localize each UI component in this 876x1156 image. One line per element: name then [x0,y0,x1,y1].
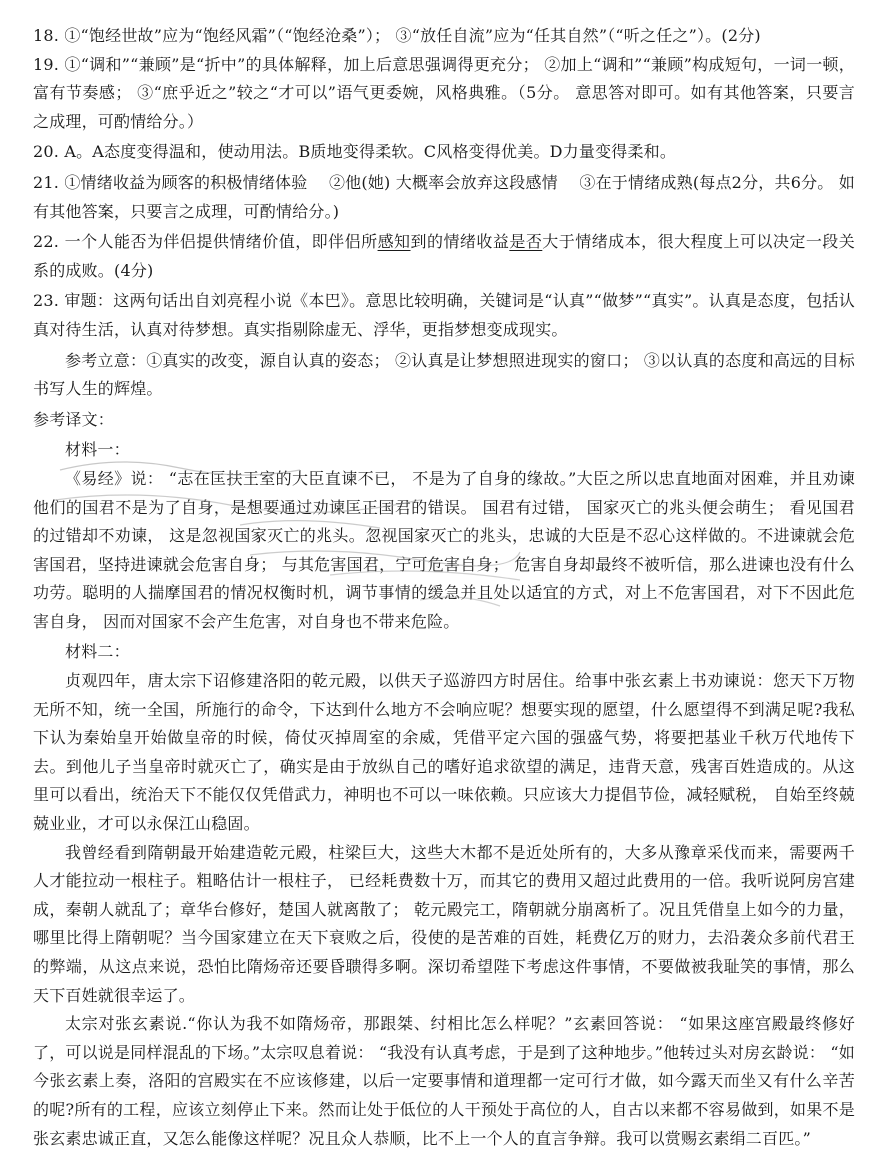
answer-text: 审题：这两句话出自刘亮程小说《本巴》。意思比较明确，关键词是“认真”“做梦”“真实”。认真是态度，包括认真对待生活，认真对待梦想。真实指剔除虚无、浮华，更指梦想变成现实。 [33,291,855,339]
material-two-paragraph: 太宗对张玄素说.“你认为我不如隋炀帝，那跟桀、纣相比怎么样呢？”玄素回答说： “如果这座宫殿最终修好了，可以说是同样混乱的下场。”太宗叹息着说： “我没有认真考虑，于是到了这种地步。”他转过头对房玄龄说： “如今张玄素上奏，洛阳的宫殿实在不应该修建，以后一定要事情和道理都一定可行才做，如今露天而坐又有什么辛苦的呢?所有的工程，应该立刻停止下来。然而让处于低位的人干预处于高位的人，自古以来都不容易做到，如果不是张玄素忠诚正直，又怎么能像这样呢？况且众人恭顺，比不上一个人的直言争辩。我可以赏赐玄素绢二百匹。” [33,1014,855,1148]
answer-text-part: 一个人能否为伴侣提供情绪价值，即伴侣所 [64,232,378,252]
answer-sheet-page [33,22,855,1153]
answer-text: A。A态度变得温和，使动用法。B质地变得柔软。C风格变得优美。D力量变得柔和。 [64,142,677,162]
answer-number: 22. [33,232,60,252]
answer-number: 20. [33,142,60,162]
answer-22 [33,228,855,285]
answer-19 [33,51,855,137]
answer-text: ①“饱经世故”应为“饱经风霜”（“饱经沧桑”）； ③“放任自流”应为“任其自然”（“听之任之”）。(2分) [64,26,761,45]
material-two-title: 材料二： [65,642,130,662]
material-two-paragraph: 贞观四年，唐太宗下诏修建洛阳的乾元殿，以供天子巡游四方时居住。给事中张玄素上书劝谏说：您天下万物无所不知，统一全国，所施行的命令，下达到什么地方不会响应呢？想要实现的愿望，什么愿望得不到满足呢?我私下认为秦始皇开始做皇帝的时候，倚仗灭掉周室的余威，凭借平定六国的强盛气势，将要把基业千秋万代地传下去。到他儿子当皇帝时就灭亡了，确实是由于放纵自己的嗜好追求欲望的满足，违背天意，残害百姓造成的。从这里可以看出，统治天下不能仅仅凭借武力，神明也不可以一味依赖。只应该大力提倡节俭，减轻赋税， 自始至终兢兢业业，才可以永保江山稳固。 [33,671,855,834]
answer-number: 21. [33,172,60,192]
underlined-word: 感知 [377,232,411,252]
answer-text-part: 大于情绪成本，很大程度上可以决定一段关系的成败。(4分) [33,232,855,280]
material-one-title: 材料一： [65,440,130,460]
answer-18 [33,22,855,51]
answer-21 [33,169,855,226]
answer-text: ①“调和”“兼顾”是“折中”的具体解释，加上后意思强调得更充分； ②加上“调和”“兼顾”构成短句，一词一顿， 富有节奏感； ③“庶乎近之”较之“才可以”语气更委婉，风格典雅。（5分。 意思答对即可。如有其他答案，只要言之成理，可酌情给分。） [33,54,855,131]
answer-text-part: 到的情绪收益 [410,232,510,252]
translation-heading: 参考译文： [33,409,115,429]
material-two-paragraph: 我曾经看到隋朝最开始建造乾元殿，柱梁巨大，这些大木都不是近处所有的，大多从豫章采伐而来，需要两千人才能拉动一根柱子。粗略估计一根柱子， 已经耗费数十万，而其它的费用又超过此费用的一倍。我听说阿房宫建成，秦朝人就乱了；章华台修好，楚国人就离散了； 乾元殿完工，隋朝就分崩离析了。况且凭借皇上如今的力量，哪里比得上隋朝呢？当今国家建立在天下衰败之后，役使的是苦难的百姓，耗费亿万的财力，去沿袭众多前代君王的弊端，从这点来说，恐怕比隋炀帝还要昏聩得多啊。深切希望陛下考虑这件事情，不要做被我耻笑的事情，那么天下百姓就很幸运了。 [33,842,855,1005]
answer-text: ①情绪收益为顾客的积极情绪体验 ②他(她) 大概率会放弃这段感情 ③在于情绪成熟(每点2分，共6分。 如有其他答案，只要言之成理，可酌情给分。) [33,172,855,221]
reference-theme: 参考立意：①真实的改变，源自认真的姿态； ②认真是让梦想照进现实的窗口； ③以认真的态度和高远的目标书写人生的辉煌。 [33,350,855,399]
material-one-text: 《易经》说： “志在匡扶王室的大臣直谏不已， 不是为了自身的缘故。”大臣之所以忠直地面对困难，并且劝谏他们的国君不是为了自身，是想要通过劝谏匡正国君的错误。 国君有过错， 国家灭亡的兆头便会萌生； 看见国君的过错却不劝谏， 这是忽视国家灭亡的兆头。忽视国家灭亡的兆头，忠诚的大臣是不忍心这样做的。不进谏就会危害国君，坚持进谏就会危害自身； 与其危害国君，宁可危害自身； 危害自身却最终不被听信，那么进谏也没有什么功劳。聪明的人揣摩国君的情况权衡时机，调节事情的缓急并且处以适宜的方式，对上不危害国君，对下不因此危害自身， 因而对国家不会产生危害，对自身也不带来危险。 [33,468,855,631]
underlined-word: 是否 [509,232,543,252]
answer-number: 19. [33,54,60,74]
answer-23 [33,287,855,344]
answer-number: 23. [33,291,60,311]
answer-20 [33,138,855,167]
answer-number: 18. [33,26,60,45]
